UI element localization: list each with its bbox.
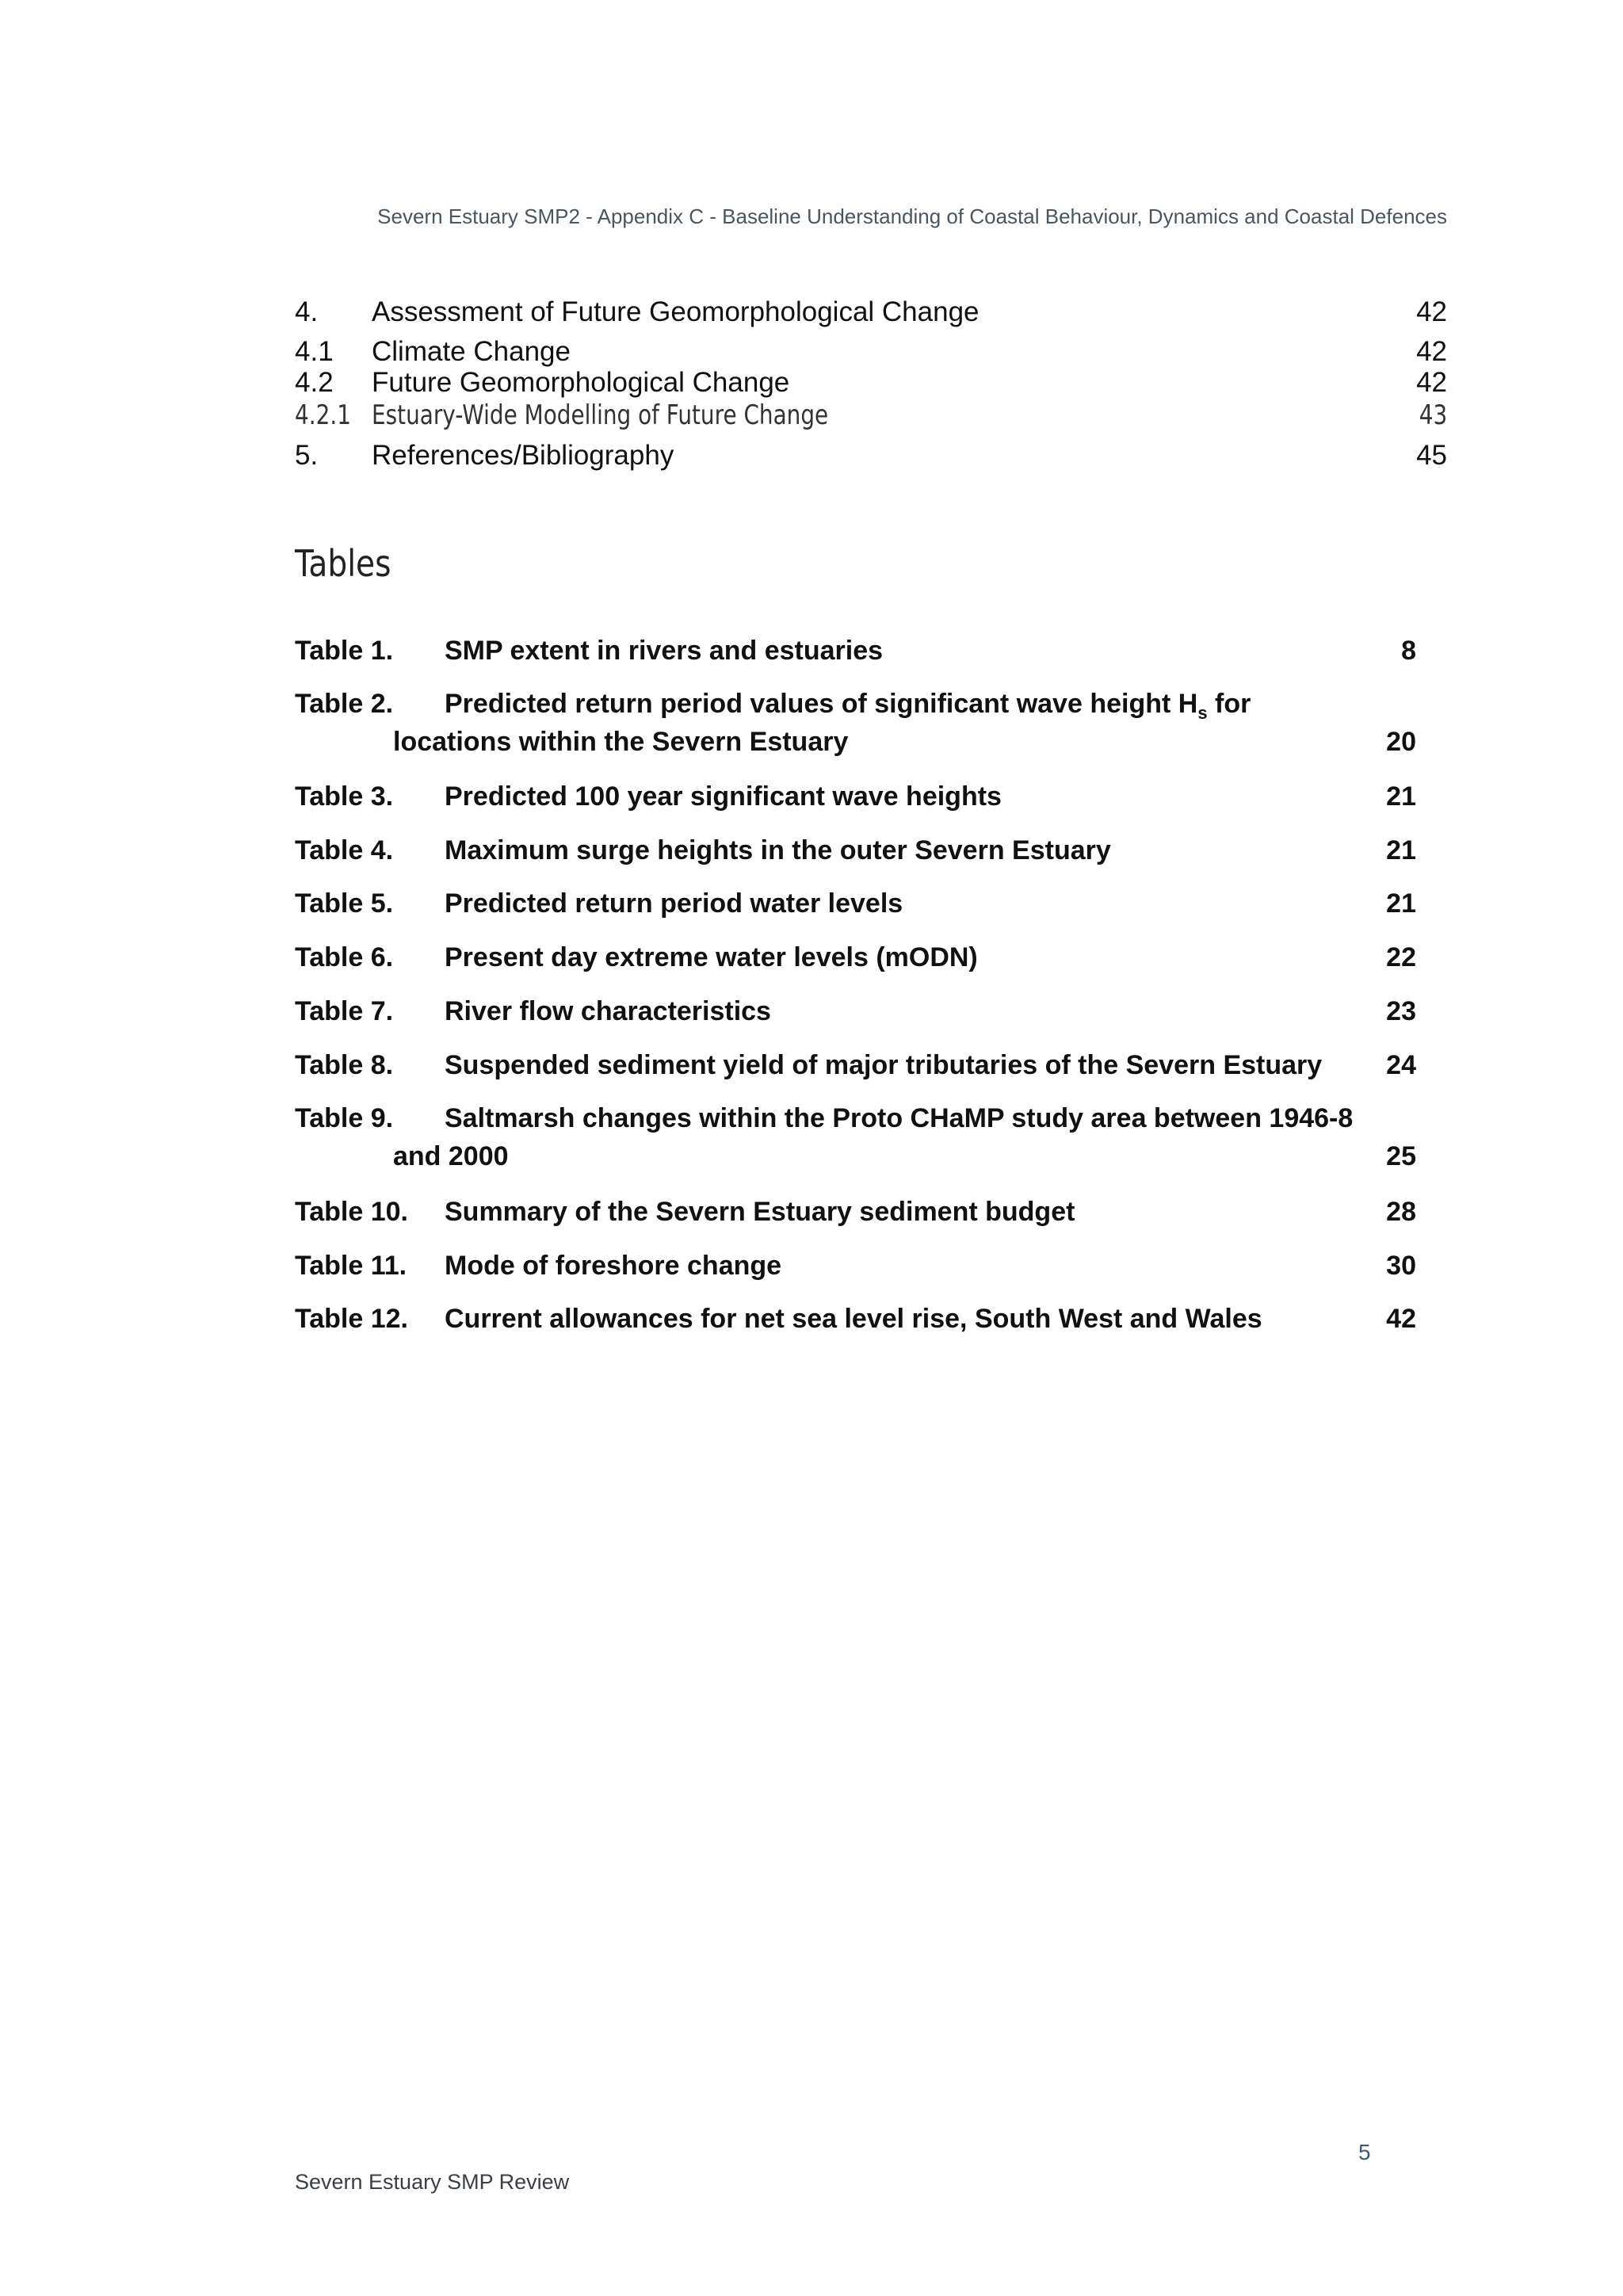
toc-title: Assessment of Future Geomorphological Change <box>372 296 980 327</box>
table-label: Table 12. <box>295 1304 408 1334</box>
toc-title: References/Bibliography <box>372 440 674 471</box>
tables-heading: Tables <box>295 542 391 585</box>
table-page: 28 <box>1386 1197 1416 1227</box>
table-page: 21 <box>1386 781 1416 812</box>
toc-page: 43 <box>1419 399 1447 431</box>
table-label: Table 8. <box>295 1050 394 1080</box>
toc-title: Climate Change <box>372 336 571 367</box>
table-label: Table 4. <box>295 835 394 865</box>
table-label: Table 5. <box>295 888 394 919</box>
table-label: Table 3. <box>295 781 394 812</box>
toc-page: 42 <box>1416 367 1447 398</box>
table-label: Table 1. <box>295 636 394 666</box>
table-page: 24 <box>1386 1050 1416 1080</box>
table-label: Table 9. <box>295 1103 394 1133</box>
table-title: Present day extreme water levels (mODN) <box>445 942 978 972</box>
toc-entry[interactable] <box>295 295 1447 330</box>
table-title: Mode of foreshore change <box>445 1251 782 1281</box>
toc-page: 42 <box>1416 296 1447 327</box>
table-label: Table 11. <box>295 1251 407 1281</box>
toc-entry[interactable] <box>295 334 1447 369</box>
toc-number: 4. <box>295 296 319 327</box>
table-page: 20 <box>1386 727 1416 757</box>
toc-number: 4.1 <box>295 336 334 367</box>
table-title-continuation: and 2000 <box>393 1141 509 1171</box>
table-title: Predicted return period water levels <box>445 888 903 919</box>
toc-page: 45 <box>1416 440 1447 471</box>
table-page: 21 <box>1386 888 1416 919</box>
table-page: 8 <box>1401 636 1416 666</box>
table-page: 23 <box>1386 996 1416 1026</box>
toc-entry[interactable] <box>295 438 1447 473</box>
table-label: Table 10. <box>295 1197 408 1227</box>
table-title: SMP extent in rivers and estuaries <box>445 636 884 666</box>
table-page: 21 <box>1386 835 1416 865</box>
toc-number: 4.2.1 <box>295 399 351 431</box>
page-number: 5 <box>1358 2140 1371 2164</box>
table-title: River flow characteristics <box>445 996 771 1026</box>
table-title: Current allowances for net sea level rise, South West and Wales <box>445 1304 1262 1334</box>
table-page: 42 <box>1386 1304 1416 1334</box>
running-header: Severn Estuary SMP2 - Appendix C - Baseline Understanding of Coastal Behaviour, Dynamics and Coastal Defences <box>377 204 1447 228</box>
table-title: Predicted 100 year significant wave heights <box>445 781 1002 812</box>
toc-entry[interactable] <box>295 365 1447 400</box>
toc-entry[interactable] <box>295 398 1447 433</box>
table-title: Summary of the Severn Estuary sediment budget <box>445 1197 1075 1227</box>
table-title: Predicted return period values of significant wave height $H_s$ for <box>445 689 1251 723</box>
table-title-continuation: locations within the Severn Estuary <box>393 727 849 757</box>
table-label: Table 2. <box>295 689 394 719</box>
table-title: Suspended sediment yield of major tributaries of the Severn Estuary <box>445 1050 1323 1080</box>
table-page: 25 <box>1386 1141 1416 1171</box>
table-label: Table 7. <box>295 996 394 1026</box>
toc-title: Future Geomorphological Change <box>372 367 790 398</box>
toc-page: 42 <box>1416 336 1447 367</box>
table-page: 22 <box>1386 942 1416 972</box>
running-footer: Severn Estuary SMP Review <box>295 2170 570 2194</box>
toc-number: 5. <box>295 440 319 471</box>
toc-title: Estuary-Wide Modelling of Future Change <box>372 399 829 431</box>
table-label: Table 6. <box>295 942 394 972</box>
table-title: Maximum surge heights in the outer Severn Estuary <box>445 835 1111 865</box>
table-page: 30 <box>1386 1251 1416 1281</box>
toc-number: 4.2 <box>295 367 334 398</box>
table-title: Saltmarsh changes within the Proto CHaMP study area between 1946-8 <box>445 1103 1354 1133</box>
